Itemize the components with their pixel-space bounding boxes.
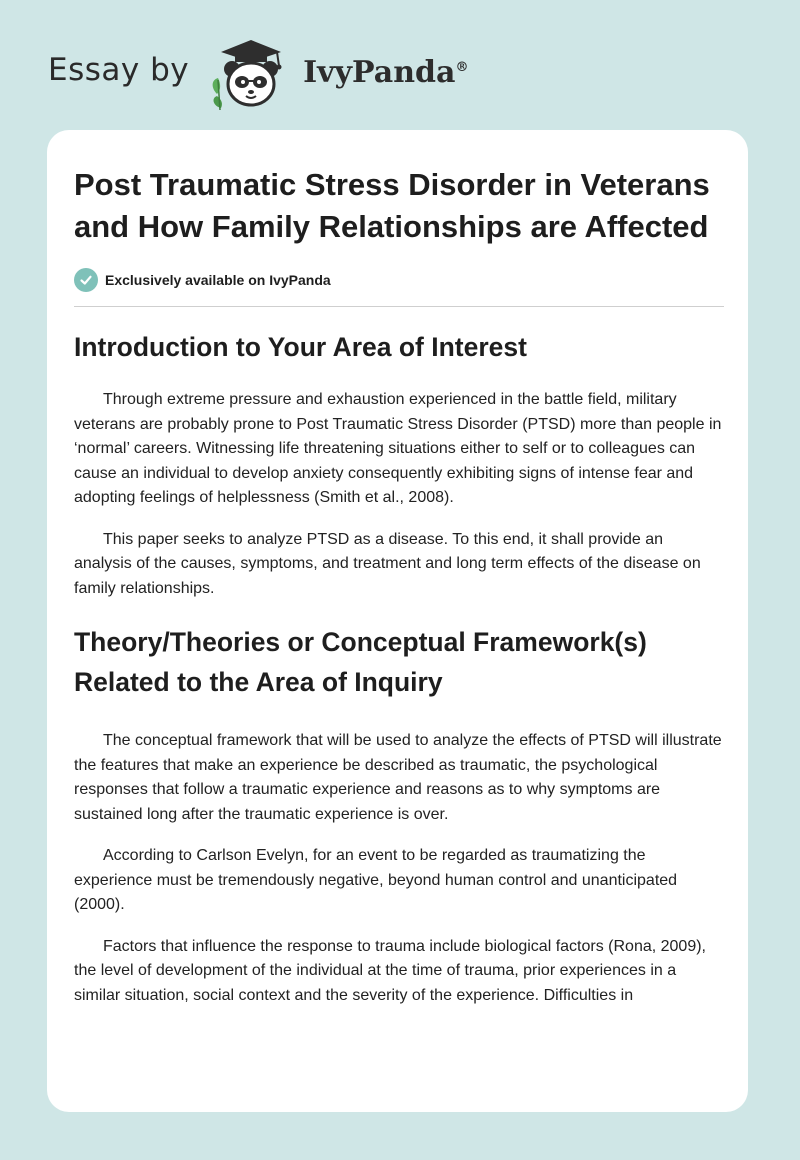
exclusive-badge	[74, 268, 724, 292]
panda-logo-icon	[203, 36, 295, 112]
section-heading-theory: Theory/Theories or Conceptual Framework(s) Related to the Area of Inquiry	[74, 627, 647, 697]
essay-content	[74, 164, 724, 1008]
paragraph: Factors that influence the response to trauma include biological factors (Rona, 2009), the level of development of the individual at the time of trauma, prior experiences in a similar situation, social context and the severity of the experience. Difficulties in	[74, 937, 706, 1004]
paragraph: Through extreme pressure and exhaustion experienced in the battle field, military veterans are probably prone to Post Traumatic Stress Disorder (PTSD) more than people in ‘normal’ careers. Witnessing life threatening situations either to self or to colleagues can cause an individual to develop anxiety consequently exhibiting signs of intense fear and adopting feelings of helplessness (Smith et al., 2008).	[74, 391, 722, 506]
paragraph: According to Carlson Evelyn, for an event to be regarded as traumatizing the experience must be tremendously negative, beyond human control and unanticipated (2000).	[74, 847, 678, 913]
paragraph: The conceptual framework that will be used to analyze the effects of PTSD will illustrate the features that make an experience be described as traumatic, the psychological responses that follow a traumatic experience and reasons as to why symptoms are sustained long after the traumatic experience is over.	[74, 732, 722, 823]
page-title: Post Traumatic Stress Disorder in Veterans and How Family Relationships are Affected	[74, 167, 710, 244]
badge-label: Exclusively available on IvyPanda	[105, 272, 331, 288]
section-heading-introduction: Introduction to Your Area of Interest	[74, 332, 527, 362]
essay-card	[47, 130, 748, 1112]
brand-logo[interactable]	[48, 34, 468, 114]
paragraph: This paper seeks to analyze PTSD as a disease. To this end, it shall provide an analysis of the causes, symptoms, and treatment and long term effects of the disease on family relationships.	[74, 530, 701, 597]
brand-name	[303, 55, 468, 90]
brand-prefix: Essay by	[48, 52, 190, 88]
divider	[74, 306, 724, 307]
registered-mark: ®	[455, 59, 469, 75]
brand-name-text: IvyPanda	[303, 54, 456, 90]
check-icon	[74, 268, 98, 292]
